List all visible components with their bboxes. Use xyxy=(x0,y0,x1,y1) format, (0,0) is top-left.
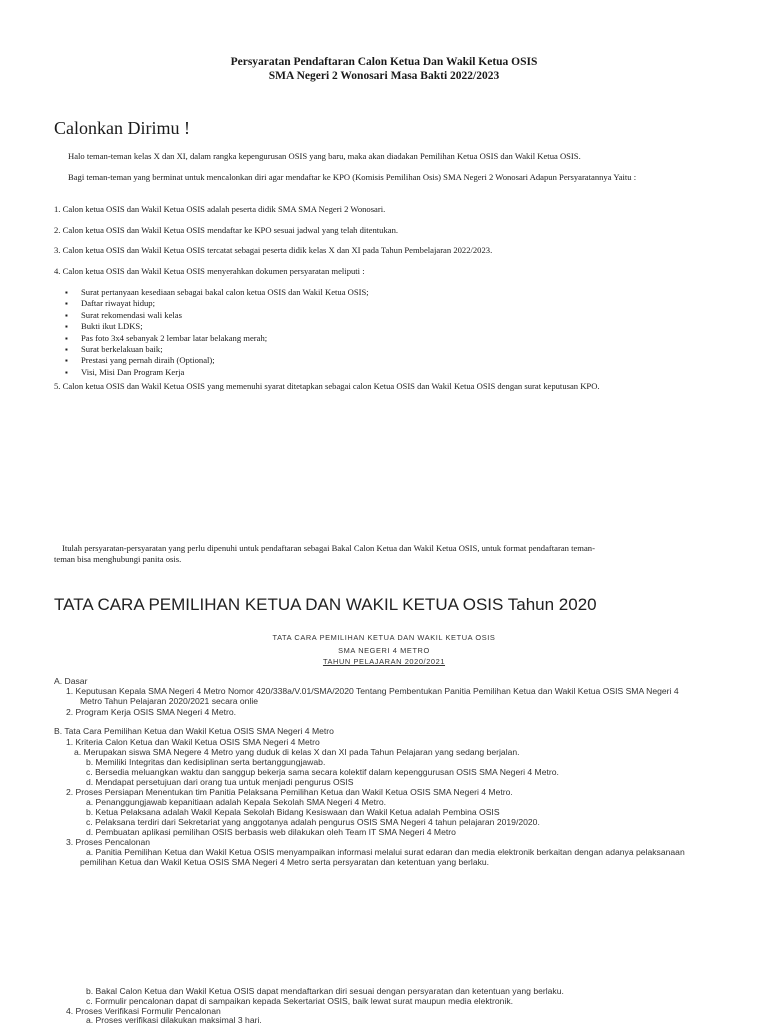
requirement-item-2: 2. Calon ketua OSIS dan Wakil Ketua OSIS mendaftar ke KPO sesuai jadwal yang telah ditentukan. xyxy=(54,225,399,235)
list-item: ▪ Surat berkelakuan baik; xyxy=(65,344,369,355)
center-title-1: TATA CARA PEMILIHAN KETUA DAN WAKIL KETUA OSIS xyxy=(272,633,496,642)
closing-line-2: teman bisa menghubungi panita osis. xyxy=(54,554,182,564)
text-line: d. Pembuatan aplikasi pemilihan OSIS berbasis web dilakukan oleh Team IT SMA Negeri 4 Metro xyxy=(86,827,456,837)
text-line: b. Memiliki Integritas dan kedisiplinan serta bertanggungjawab. xyxy=(86,757,326,767)
list-item: ▪ Daftar riwayat hidup; xyxy=(65,298,369,309)
requirement-item-1: 1. Calon ketua OSIS dan Wakil Ketua OSIS adalah peserta didik SMA SMA Negeri 2 Wonosari. xyxy=(54,204,386,214)
text-line: c. Bersedia meluangkan waktu dan sanggup bekerja sama secara kolektif dalam kepenggurusan OSIS SMA Negeri 4 Metro. xyxy=(86,767,559,777)
list-item: ▪ Surat pertanyaan kesediaan sebagai bakal calon ketua OSIS dan Wakil Ketua OSIS; xyxy=(65,287,369,298)
list-item: ▪ Bukti ikut LDKS; xyxy=(65,321,369,332)
requirement-item-4: 4. Calon ketua OSIS dan Wakil Ketua OSIS menyerahkan dokumen persyaratan meliputi : xyxy=(54,266,365,276)
subsection-a-heading: A. Dasar xyxy=(54,676,88,686)
list-item: ▪ Prestasi yang pernah diraih (Optional); xyxy=(65,355,369,366)
text-line: 3. Proses Pencalonan xyxy=(66,837,151,847)
text-line: Metro Tahun Pelajaran 2020/2021 secara onlie xyxy=(80,696,259,706)
requirement-item-3: 3. Calon ketua OSIS dan Wakil Ketua OSIS tercatat sebagai peserta didik kelas X dan XI pada Tahun Pembelajaran 2022/2023. xyxy=(54,245,493,255)
requirement-item-5: 5. Calon ketua OSIS dan Wakil Ketua OSIS yang memenuhi syarat ditetapkan sebagai calon Ketua OSIS dan Wakil Ketua OSIS dengan surat keputusan KPO. xyxy=(54,381,600,391)
text-line: a. Panitia Pemilihan Ketua dan Wakil Ketua OSIS menyampaikan informasi melalui surat edaran dan media elektronik berkaitan dengan adanya pelaksanaan xyxy=(86,847,685,857)
subsection-b-heading: B. Tata Cara Pemilihan Ketua dan Wakil Ketua OSIS SMA Negeri 4 Metro xyxy=(54,726,334,736)
list-item: ▪ Pas foto 3x4 sebanyak 2 lembar latar belakang merah; xyxy=(65,333,369,344)
text-line: b. Ketua Pelaksana adalah Wakil Kepala Sekolah Bidang Kesiswaan dan Wakil Ketua adalah Pembina OSIS xyxy=(86,807,500,817)
text-line: a. Proses verifikasi dilakukan maksimal 3 hari. xyxy=(86,1015,262,1025)
text-line: c. Pelaksana terdiri dari Sekretariat yang anggotanya adalah pengurus OSIS SMA Negeri 4 tahun pelajaran 2019/2020. xyxy=(86,817,540,827)
text-line: 1. Keputusan Kepala SMA Negeri 4 Metro Nomor 420/338a/V.01/SMA/2020 Tentang Pembentukan Panitia Pemilihan Ketua dan Wakil Ketua OSIS SMA Negeri 4 xyxy=(66,686,679,696)
list-item: ▪ Visi, Misi Dan Program Kerja xyxy=(65,367,369,378)
document-requirements-list xyxy=(65,287,369,378)
doc-title-line2: SMA Negeri 2 Wonosari Masa Bakti 2022/2023 xyxy=(268,70,500,82)
text-line: a. Penanggungjawab kepanitiaan adalah Kepala Sekolah SMA Negeri 4 Metro. xyxy=(86,797,387,807)
text-line: a. Merupakan siswa SMA Negere 4 Metro yang duduk di kelas X dan XI pada Tahun Pelajaran yang sedang berjalan. xyxy=(74,747,520,757)
closing-line-1: Itulah persyaratan-persyaratan yang perlu dipenuhi untuk pendaftaran sebagai Bakal Calon Ketua dan Wakil Ketua OSIS, untuk format pendaftaran teman- xyxy=(62,543,595,553)
text-line: 2. Proses Persiapan Menentukan tim Panitia Pelaksana Pemilihan Ketua dan Wakil Ketua OSIS SMA Negeri 4 Metro. xyxy=(66,787,513,797)
text-line: c. Formulir pencalonan dapat di sampaikan kepada Sekertariat OSIS, baik lewat surat maupun media elektronik. xyxy=(86,996,514,1006)
center-title-3: TAHUN PELAJARAN 2020/2021 xyxy=(322,657,446,666)
list-item: ▪ Surat rekomendasi wali kelas xyxy=(65,310,369,321)
text-line: d. Mendapat persetujuan dari orang tua untuk menjadi pengurus OSIS xyxy=(86,777,354,787)
text-line: 2. Program Kerja OSIS SMA Negeri 4 Metro. xyxy=(66,707,237,717)
center-title-2: SMA NEGERI 4 METRO xyxy=(338,646,430,655)
text-line: pemilihan Ketua dan Wakil Ketua OSIS SMA Negeri 4 Metro serta persyaratan dan ketentuan yang berlaku. xyxy=(80,857,490,867)
text-line: 4. Proses Verifikasi Formulir Pencalonan xyxy=(66,1006,221,1016)
intro-paragraph-1: Halo teman-teman kelas X dan XI, dalam rangka kepengurusan OSIS yang baru, maka akan diadakan Pemilihan Ketua OSIS dan Wakil Ketua OSIS. xyxy=(68,151,581,161)
intro-paragraph-2: Bagi teman-teman yang berminat untuk mencalonkan diri agar mendaftar ke KPO (Komisis Pemilihan Osis) SMA Negeri 2 Wonosari Adapun Persyaratannya Yaitu : xyxy=(68,172,637,182)
text-line: b. Bakal Calon Ketua dan Wakil Ketua OSIS dapat mendaftarkan diri sesuai dengan persyaratan dan ketentuan yang berlaku. xyxy=(86,986,564,996)
section-heading-calonkan: Calonkan Dirimu ! xyxy=(54,118,190,138)
text-line: 1. Kriteria Calon Ketua dan Wakil Ketua OSIS SMA Negeri 4 Metro xyxy=(66,737,320,747)
section-heading-tata-cara: TATA CARA PEMILIHAN KETUA DAN WAKIL KETUA OSIS Tahun 2020 xyxy=(54,595,597,614)
doc-title-line1: Persyaratan Pendaftaran Calon Ketua Dan Wakil Ketua OSIS xyxy=(230,56,538,68)
